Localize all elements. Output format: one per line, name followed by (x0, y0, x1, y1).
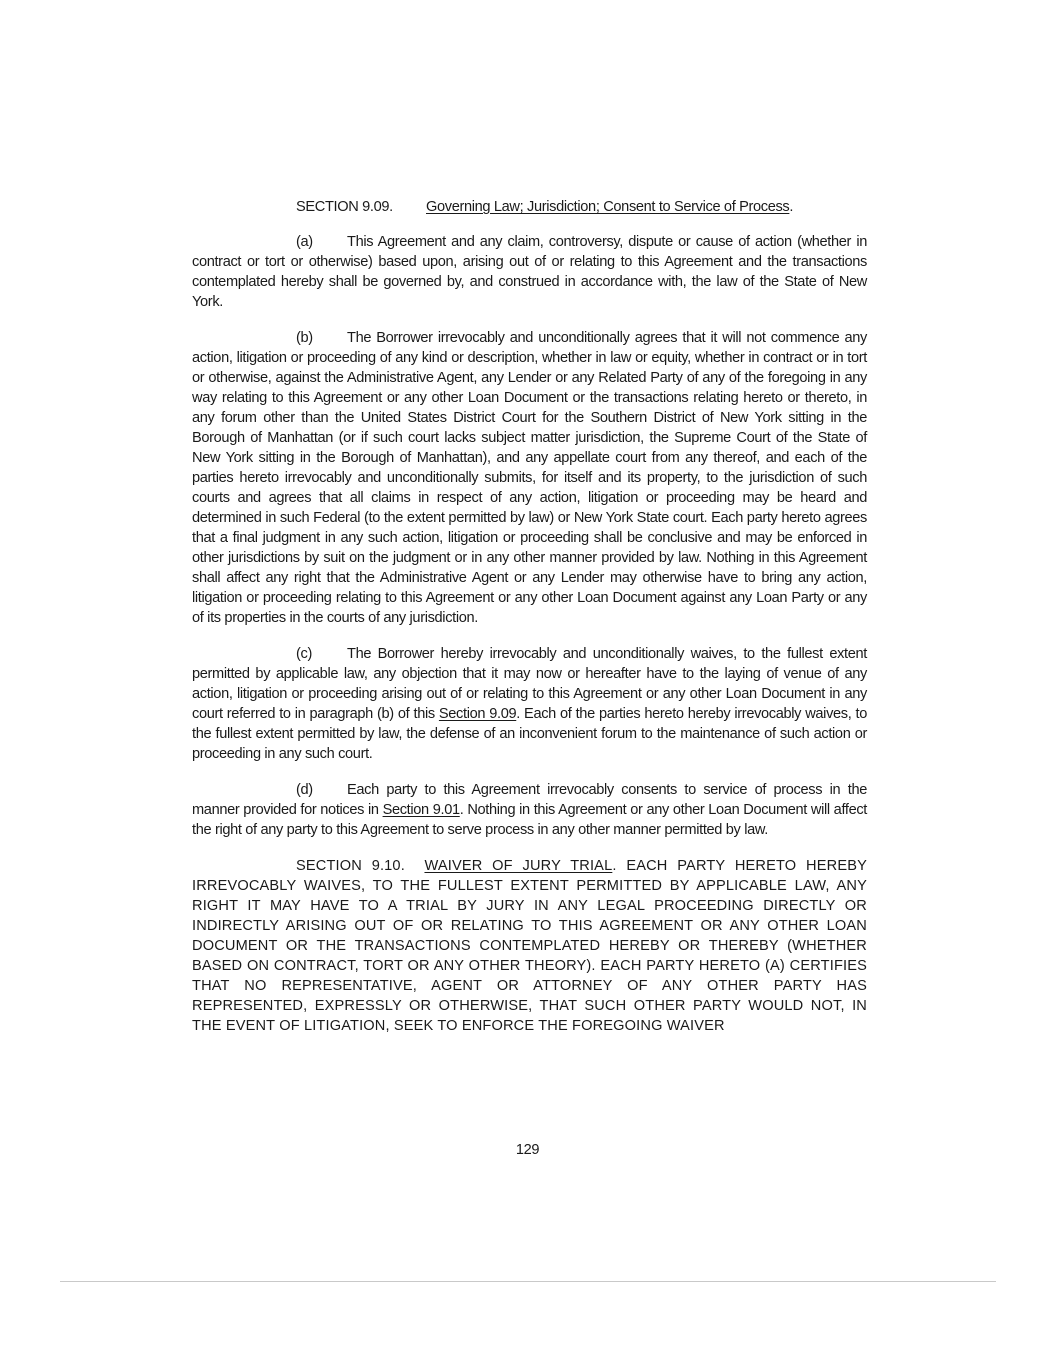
paragraph-c-text-before: The Borrower hereby irrevocably and unconditionally waives, to the fullest extent permitted by applicable law, any objection that it may now or hereafter have to the laying of venue of any action, litigation or proceeding arising out of or relating to this Agreement or any other Loan Document in any court referred to in paragraph (b) of this (192, 646, 867, 722)
section-9-09-reference: Section 9.09 (438, 706, 517, 722)
section-9-10-paragraph (192, 856, 867, 1036)
paragraph-b-label: (b) (296, 330, 313, 346)
paragraph-d-text-before: Each party to this Agreement irrevocably consents to service of process in the manner provided for notices in (192, 782, 867, 818)
document-body (192, 197, 867, 1036)
paragraph-b-text: The Borrower irrevocably and unconditionally agrees that it will not commence any action, litigation or proceeding of any kind or description, whether in law or equity, whether in contract or in tort or otherwise, against the Administrative Agent, any Lender or any Related Party of any of the foregoing in any way relating to this Agreement or any other Loan Document or the transactions relating hereto or thereto, in any forum other than the United States District Court for the Southern District of New York sitting in the Borough of Manhattan (or if such court lacks subject matter jurisdiction, the Supreme Court of the State of New York sitting in the Borough of Manhattan), and any appellate court from any thereof, and each of the parties hereto irrevocably and unconditionally submits, for itself and its property, to the jurisdiction of such courts and agrees that all claims in respect of any action, litigation or proceeding may be heard and determined in such Federal (to the extent permitted by law) or New York State court. Each party hereto agrees that a final judgment in any such action, litigation or proceeding shall be conclusive and may be enforced in other jurisdictions by suit on the judgment or in any other manner provided by law. Nothing in this Agreement shall affect any right that the Administrative Agent or any Lender may otherwise have to bring any action, litigation or proceeding relating to this Agreement or any other Loan Document against any Loan Party or any of its properties in the courts of any jurisdiction. (192, 330, 867, 626)
section-9-09-number: SECTION 9.09. (296, 199, 393, 215)
section-9-10-text: . EACH PARTY HERETO HEREBY IRREVOCABLY WAIVES, TO THE FULLEST EXTENT PERMITTED BY APPLICABLE LAW, ANY RIGHT IT MAY HAVE TO A TRIAL BY JURY IN ANY LEGAL PROCEEDING DIRECTLY OR INDIRECTLY ARISING OUT OF OR RELATING TO THIS AGREEMENT OR ANY OTHER LOAN DOCUMENT OR THE TRANSACTIONS CONTEMPLATED HEREBY OR THEREBY (WHETHER BASED ON CONTRACT, TORT OR ANY OTHER THEORY). EACH PARTY HERETO (A) CERTIFIES THAT NO REPRESENTATIVE, AGENT OR ATTORNEY OF ANY OTHER PARTY HAS REPRESENTED, EXPRESSLY OR OTHERWISE, THAT SUCH OTHER PARTY WOULD NOT, IN THE EVENT OF LITIGATION, SEEK TO ENFORCE THE FOREGOING WAIVER (192, 858, 867, 1034)
paragraph-a-label: (a) (296, 234, 313, 250)
section-9-01-reference: Section 9.01 (382, 802, 460, 818)
section-9-10-title: WAIVER OF JURY TRIAL (424, 858, 613, 874)
section-9-09-title: Governing Law; Jurisdiction; Consent to Service of Process (426, 199, 790, 215)
section-9-09-period: . (789, 199, 794, 215)
paragraph-c-text-after: . Each of the parties hereto hereby irrevocably waives, to the fullest extent permitted by law, the defense of an inconvenient forum to the maintenance of such action or proceeding in any such court. (192, 706, 868, 762)
paragraph-b (192, 328, 867, 628)
paragraph-d-label: (d) (296, 782, 313, 798)
page-number: 129 (515, 1142, 540, 1158)
paragraph-c (192, 644, 867, 764)
paragraph-d-text-after: . Nothing in this Agreement or any other Loan Document will affect the right of any party to this Agreement to serve process in any other manner permitted by law. (192, 802, 868, 838)
section-9-10-number: SECTION 9.10. (296, 858, 405, 874)
paragraph-a (192, 232, 867, 312)
paragraph-a-text: This Agreement and any claim, controversy, dispute or cause of action (whether in contract or tort or otherwise) based upon, arising out of or relating to this Agreement and the transactions contemplated hereby shall be governed by, and construed in accordance with, the law of the State of New York. (192, 234, 867, 310)
paragraph-d (192, 780, 867, 840)
paragraph-c-label: (c) (296, 646, 312, 662)
section-9-09-heading (192, 197, 867, 217)
page-divider (60, 1281, 996, 1282)
